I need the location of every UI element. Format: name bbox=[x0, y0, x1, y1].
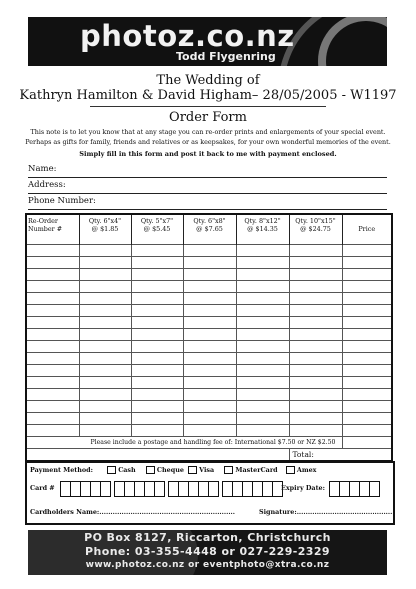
col-header-price: Price bbox=[342, 214, 392, 245]
postage-note: Please include a postage and handling fee of: International $7.50 or NZ $2.50 bbox=[26, 437, 342, 449]
order-cell[interactable] bbox=[183, 389, 236, 401]
col-header-reorder: Re-Order Number # bbox=[26, 214, 79, 245]
col-header-8x12: Qty. 8"x12" @ $14.35 bbox=[236, 214, 289, 245]
order-cell[interactable] bbox=[79, 257, 131, 269]
table-row bbox=[26, 413, 392, 425]
order-cell[interactable] bbox=[183, 329, 236, 341]
order-cell[interactable] bbox=[289, 377, 342, 389]
event-couple-line: Kathryn Hamilton & David Higham– 28/05/2005 - W1197 bbox=[19, 88, 397, 103]
photographer-name: Todd Flygenring bbox=[176, 50, 276, 63]
order-cell[interactable] bbox=[236, 389, 289, 401]
order-cell[interactable] bbox=[26, 329, 79, 341]
order-cell[interactable] bbox=[26, 413, 79, 425]
order-cell[interactable] bbox=[289, 305, 342, 317]
card-number-label: Card # bbox=[30, 484, 55, 492]
total-spacer bbox=[26, 449, 289, 462]
order-cell[interactable] bbox=[131, 257, 183, 269]
order-cell[interactable] bbox=[26, 389, 79, 401]
order-cell[interactable] bbox=[183, 377, 236, 389]
order-cell[interactable] bbox=[289, 329, 342, 341]
order-cell[interactable] bbox=[131, 425, 183, 437]
order-cell[interactable] bbox=[79, 245, 131, 257]
table-row bbox=[26, 305, 392, 317]
order-cell[interactable] bbox=[79, 341, 131, 353]
card-number-boxes[interactable] bbox=[61, 481, 283, 497]
order-cell[interactable] bbox=[131, 341, 183, 353]
order-cell[interactable] bbox=[342, 341, 392, 353]
col-header-10x15: Qty. 10"x15" @ $24.75 bbox=[289, 214, 342, 245]
order-cell[interactable] bbox=[183, 401, 236, 413]
checkbox-icon[interactable] bbox=[146, 466, 155, 474]
header-banner bbox=[28, 17, 387, 66]
order-cell[interactable] bbox=[183, 245, 236, 257]
order-cell[interactable] bbox=[26, 425, 79, 437]
order-cell[interactable] bbox=[26, 281, 79, 293]
order-cell[interactable] bbox=[183, 341, 236, 353]
postage-note-row bbox=[26, 437, 392, 449]
order-cell[interactable] bbox=[289, 317, 342, 329]
table-row bbox=[26, 269, 392, 281]
phone-field[interactable] bbox=[28, 196, 387, 210]
order-cell[interactable] bbox=[342, 329, 392, 341]
order-cell[interactable] bbox=[26, 353, 79, 365]
cardholder-name-field[interactable]: Cardholders Name:............................................................. bbox=[30, 508, 236, 516]
order-cell[interactable] bbox=[131, 353, 183, 365]
order-cell[interactable] bbox=[342, 365, 392, 377]
order-cell[interactable] bbox=[131, 317, 183, 329]
order-cell[interactable] bbox=[289, 257, 342, 269]
order-cell[interactable] bbox=[289, 425, 342, 437]
order-cell[interactable] bbox=[236, 353, 289, 365]
expiry-label: Expiry Date: bbox=[281, 484, 325, 492]
total-row bbox=[26, 449, 392, 462]
order-cell[interactable] bbox=[289, 389, 342, 401]
table-row bbox=[26, 341, 392, 353]
option-visa[interactable]: Visa bbox=[188, 466, 214, 474]
address-field[interactable] bbox=[28, 180, 387, 194]
checkbox-icon[interactable] bbox=[286, 466, 295, 474]
order-cell[interactable] bbox=[236, 281, 289, 293]
brand-logo: photoz.co.nz bbox=[80, 19, 295, 53]
signature-field[interactable]: Signature:............................................ bbox=[259, 508, 395, 516]
order-cell[interactable] bbox=[131, 293, 183, 305]
table-row bbox=[26, 257, 392, 269]
order-cell[interactable] bbox=[131, 245, 183, 257]
form-title: Order Form bbox=[169, 110, 247, 125]
order-cell[interactable] bbox=[183, 305, 236, 317]
order-cell[interactable] bbox=[236, 341, 289, 353]
order-cell[interactable] bbox=[289, 293, 342, 305]
table-row bbox=[26, 329, 392, 341]
order-cell[interactable] bbox=[131, 377, 183, 389]
order-cell[interactable] bbox=[342, 305, 392, 317]
table-row bbox=[26, 401, 392, 413]
checkbox-icon[interactable] bbox=[107, 466, 116, 474]
table-header-row bbox=[26, 214, 392, 245]
order-rows bbox=[26, 245, 392, 462]
order-cell[interactable] bbox=[183, 425, 236, 437]
name-field[interactable] bbox=[28, 164, 387, 178]
option-mastercard[interactable]: MasterCard bbox=[224, 466, 277, 474]
order-cell[interactable] bbox=[79, 305, 131, 317]
order-cell[interactable] bbox=[342, 269, 392, 281]
option-cheque[interactable]: Cheque bbox=[146, 466, 184, 474]
order-cell[interactable] bbox=[236, 425, 289, 437]
order-cell[interactable] bbox=[289, 269, 342, 281]
order-cell[interactable] bbox=[183, 317, 236, 329]
order-cell[interactable] bbox=[342, 353, 392, 365]
order-cell[interactable] bbox=[131, 269, 183, 281]
order-cell[interactable] bbox=[289, 353, 342, 365]
order-cell[interactable] bbox=[342, 425, 392, 437]
table-row bbox=[26, 317, 392, 329]
order-cell[interactable] bbox=[183, 293, 236, 305]
table-row bbox=[26, 389, 392, 401]
col-header-6x4: Qty. 6"x4" @ $1.85 bbox=[79, 214, 131, 245]
table-row bbox=[26, 281, 392, 293]
order-cell[interactable] bbox=[236, 377, 289, 389]
col-header-5x7: Qty. 5"x7" @ $5.45 bbox=[131, 214, 183, 245]
order-cell[interactable] bbox=[183, 413, 236, 425]
order-cell[interactable] bbox=[289, 245, 342, 257]
order-cell[interactable] bbox=[131, 365, 183, 377]
order-cell[interactable] bbox=[342, 257, 392, 269]
order-cell[interactable] bbox=[131, 413, 183, 425]
order-cell[interactable] bbox=[342, 281, 392, 293]
order-cell[interactable] bbox=[79, 401, 131, 413]
order-cell[interactable] bbox=[236, 365, 289, 377]
table-row bbox=[26, 353, 392, 365]
order-cell[interactable] bbox=[236, 293, 289, 305]
order-cell[interactable] bbox=[183, 269, 236, 281]
table-row bbox=[26, 377, 392, 389]
order-cell[interactable] bbox=[236, 257, 289, 269]
order-cell[interactable] bbox=[236, 305, 289, 317]
order-cell[interactable] bbox=[79, 281, 131, 293]
order-cell[interactable] bbox=[131, 281, 183, 293]
name-label: Name: bbox=[28, 164, 57, 174]
option-cash[interactable]: Cash bbox=[107, 466, 135, 474]
order-cell[interactable] bbox=[342, 317, 392, 329]
col-header-6x8: Qty. 6"x8" @ $7.65 bbox=[183, 214, 236, 245]
order-cell[interactable] bbox=[183, 281, 236, 293]
note-line: Perhaps as gifts for family, friends and relatives or as keepsakes, for your own wonderful memories of the event. bbox=[25, 138, 391, 146]
order-cell[interactable] bbox=[183, 365, 236, 377]
order-cell[interactable] bbox=[79, 353, 131, 365]
order-cell[interactable] bbox=[26, 377, 79, 389]
order-cell[interactable] bbox=[26, 341, 79, 353]
order-cell[interactable] bbox=[79, 413, 131, 425]
order-cell[interactable] bbox=[26, 269, 79, 281]
order-cell[interactable] bbox=[342, 413, 392, 425]
order-cell[interactable] bbox=[79, 365, 131, 377]
order-cell[interactable] bbox=[79, 329, 131, 341]
table-row bbox=[26, 293, 392, 305]
order-cell[interactable] bbox=[79, 293, 131, 305]
table-row bbox=[26, 425, 392, 437]
order-cell[interactable] bbox=[236, 269, 289, 281]
order-cell[interactable] bbox=[236, 245, 289, 257]
address-label: Address: bbox=[28, 180, 66, 190]
footer-phone: Phone: 03-355-4448 or 027-229-2329 bbox=[85, 545, 330, 558]
footer-address: PO Box 8127, Riccarton, Christchurch bbox=[84, 531, 331, 544]
table-row bbox=[26, 245, 392, 257]
order-cell[interactable] bbox=[236, 317, 289, 329]
total-field[interactable]: Total: bbox=[289, 449, 392, 462]
instruction-line: Simply fill in this form and post it back to me with payment enclosed. bbox=[79, 150, 337, 158]
option-amex[interactable]: Amex bbox=[286, 466, 317, 474]
order-cell[interactable] bbox=[342, 377, 392, 389]
phone-label: Phone Number: bbox=[28, 196, 96, 206]
order-cell[interactable] bbox=[131, 329, 183, 341]
order-cell[interactable] bbox=[342, 389, 392, 401]
payment-method-row bbox=[30, 466, 317, 474]
order-cell[interactable] bbox=[236, 413, 289, 425]
order-cell[interactable] bbox=[79, 389, 131, 401]
order-cell[interactable] bbox=[342, 245, 392, 257]
order-table bbox=[25, 213, 393, 462]
postage-cell[interactable] bbox=[342, 437, 392, 449]
order-cell[interactable] bbox=[236, 329, 289, 341]
order-cell[interactable] bbox=[26, 401, 79, 413]
order-cell[interactable] bbox=[289, 281, 342, 293]
order-cell[interactable] bbox=[26, 365, 79, 377]
table-row bbox=[26, 365, 392, 377]
payment-method-label: Payment Method: bbox=[30, 466, 93, 474]
order-cell[interactable] bbox=[289, 413, 342, 425]
divider bbox=[90, 106, 326, 107]
order-cell[interactable] bbox=[183, 353, 236, 365]
order-cell[interactable] bbox=[289, 401, 342, 413]
payment-section bbox=[25, 461, 395, 525]
checkbox-icon[interactable] bbox=[188, 466, 197, 474]
order-cell[interactable] bbox=[26, 293, 79, 305]
order-cell[interactable] bbox=[26, 257, 79, 269]
order-cell[interactable] bbox=[236, 401, 289, 413]
order-cell[interactable] bbox=[131, 389, 183, 401]
expiry-boxes[interactable] bbox=[330, 481, 380, 497]
order-cell[interactable] bbox=[342, 401, 392, 413]
order-cell[interactable] bbox=[26, 305, 79, 317]
order-cell[interactable] bbox=[79, 377, 131, 389]
order-cell[interactable] bbox=[79, 269, 131, 281]
footer-web: www.photoz.co.nz or eventphoto@xtra.co.nz bbox=[85, 560, 330, 570]
order-cell[interactable] bbox=[26, 245, 79, 257]
footer-banner bbox=[28, 530, 387, 575]
order-cell[interactable] bbox=[79, 425, 131, 437]
note-line: This note is to let you know that at any stage you can re-order prints and enlargements of your special event. bbox=[30, 128, 386, 136]
order-cell[interactable] bbox=[79, 317, 131, 329]
order-cell[interactable] bbox=[289, 365, 342, 377]
order-cell[interactable] bbox=[26, 317, 79, 329]
order-cell[interactable] bbox=[131, 401, 183, 413]
order-cell[interactable] bbox=[131, 305, 183, 317]
event-title: The Wedding of bbox=[156, 73, 260, 88]
order-cell[interactable] bbox=[342, 293, 392, 305]
order-cell[interactable] bbox=[289, 341, 342, 353]
checkbox-icon[interactable] bbox=[224, 466, 233, 474]
order-cell[interactable] bbox=[183, 257, 236, 269]
